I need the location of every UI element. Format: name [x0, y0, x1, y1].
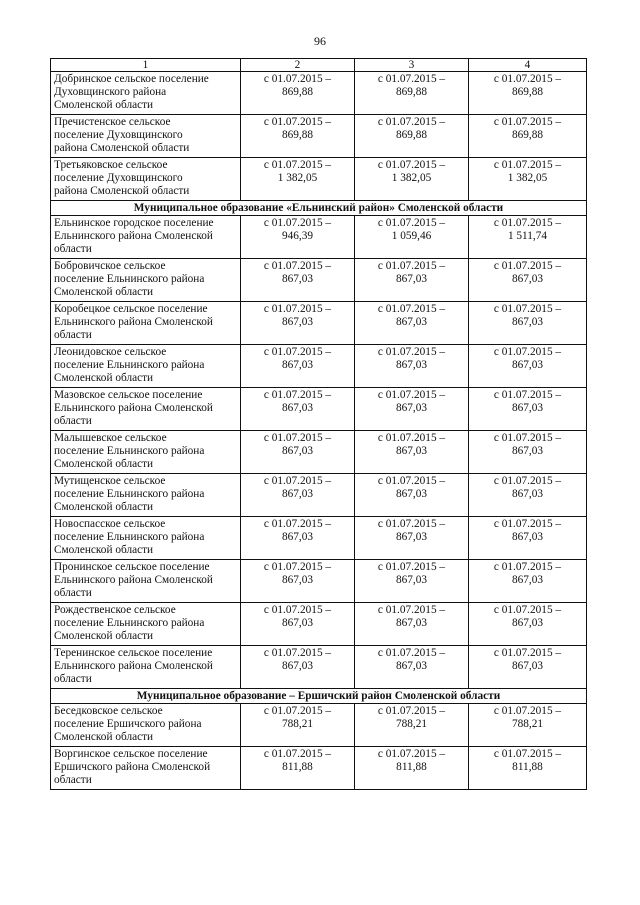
tariff-cell-col4: [469, 259, 587, 302]
cell-line: 811,88: [396, 761, 427, 773]
tariff-cell-col2: [241, 431, 355, 474]
cell-line: Смоленской области: [54, 372, 154, 384]
cell-line: 1 059,46: [391, 230, 432, 242]
cell-line: с 01.07.2015 –: [377, 346, 446, 358]
cell-line: Ельнинского района Смоленской: [54, 316, 213, 328]
cell-line: 1 382,05: [391, 172, 432, 184]
cell-line: с 01.07.2015 –: [377, 647, 446, 659]
cell-line: 867,03: [511, 660, 544, 672]
cell-line: с 01.07.2015 –: [493, 73, 562, 85]
settlement-name-cell: [51, 431, 241, 474]
cell-line: 811,88: [282, 761, 313, 773]
table-row: [51, 603, 587, 646]
cell-line: Пречистенское сельское: [54, 116, 171, 128]
settlement-name-cell: [51, 704, 241, 747]
cell-line: с 01.07.2015 –: [493, 647, 562, 659]
settlement-name-cell: [51, 302, 241, 345]
tariff-cell-col3: [355, 388, 469, 431]
cell-line: с 01.07.2015 –: [377, 604, 446, 616]
cell-line: поселение Ельнинского района: [54, 359, 205, 371]
table-row: [51, 517, 587, 560]
table-row: [51, 646, 587, 689]
cell-line: с 01.07.2015 –: [377, 116, 446, 128]
table-row: [51, 474, 587, 517]
cell-line: с 01.07.2015 –: [493, 159, 562, 171]
cell-line: поселение Ельнинского района: [54, 531, 205, 543]
tariff-cell-col4: [469, 474, 587, 517]
tariff-cell-col2: [241, 72, 355, 115]
cell-line: Третьяковское сельское: [54, 159, 168, 171]
cell-line: 788,21: [511, 718, 544, 730]
tariff-cell-col4: [469, 388, 587, 431]
cell-line: района Смоленской области: [54, 142, 190, 154]
cell-line: Теренинское сельское поселение: [54, 647, 213, 659]
tariff-cell-col2: [241, 646, 355, 689]
table-row: [51, 388, 587, 431]
cell-line: с 01.07.2015 –: [263, 303, 332, 315]
table-row: [51, 115, 587, 158]
cell-line: 867,03: [281, 273, 314, 285]
cell-line: с 01.07.2015 –: [377, 303, 446, 315]
cell-line: Смоленской области: [54, 286, 154, 298]
column-header-2: 2: [241, 59, 355, 72]
cell-line: с 01.07.2015 –: [263, 647, 332, 659]
tariff-cell-col4: [469, 345, 587, 388]
cell-line: Смоленской области: [54, 544, 154, 556]
cell-line: 867,03: [395, 359, 428, 371]
cell-line: с 01.07.2015 –: [263, 217, 332, 229]
cell-line: Бобровичское сельское: [54, 260, 166, 272]
tariff-cell-col2: [241, 704, 355, 747]
cell-line: района Смоленской области: [54, 185, 190, 197]
cell-line: Ельнинского района Смоленской: [54, 402, 213, 414]
cell-line: 869,88: [281, 129, 314, 141]
tariff-cell-col3: [355, 345, 469, 388]
cell-line: с 01.07.2015 –: [377, 705, 446, 717]
cell-line: с 01.07.2015 –: [493, 260, 562, 272]
tariff-cell-col3: [355, 704, 469, 747]
cell-line: 867,03: [511, 574, 544, 586]
cell-line: поселение Ельнинского района: [54, 488, 205, 500]
table-row: [51, 216, 587, 259]
column-header-1: 1: [51, 59, 241, 72]
cell-line: 867,03: [281, 660, 314, 672]
cell-line: 867,03: [511, 359, 544, 371]
cell-line: 867,03: [395, 316, 428, 328]
cell-line: 867,03: [281, 531, 314, 543]
tariff-cell-col2: [241, 259, 355, 302]
tariff-cell-col3: [355, 259, 469, 302]
tariff-table: [50, 58, 587, 790]
cell-line: 867,03: [281, 488, 314, 500]
cell-line: 867,03: [281, 402, 314, 414]
cell-line: 869,88: [395, 129, 428, 141]
cell-line: с 01.07.2015 –: [493, 561, 562, 573]
table-row: [51, 431, 587, 474]
cell-line: Ельнинского района Смоленской: [54, 660, 213, 672]
cell-line: Ельнинское городское поселение: [54, 217, 214, 229]
tariff-cell-col4: [469, 72, 587, 115]
cell-line: Смоленской области: [54, 99, 154, 111]
cell-line: области: [54, 673, 92, 685]
cell-line: 867,03: [511, 531, 544, 543]
cell-line: 867,03: [395, 273, 428, 285]
cell-line: Добринское сельское поселение: [54, 73, 209, 85]
cell-line: с 01.07.2015 –: [493, 748, 562, 760]
settlement-name-cell: [51, 158, 241, 201]
cell-line: с 01.07.2015 –: [493, 604, 562, 616]
tariff-cell-col3: [355, 474, 469, 517]
cell-line: с 01.07.2015 –: [493, 346, 562, 358]
tariff-cell-col3: [355, 646, 469, 689]
tariff-cell-col4: [469, 517, 587, 560]
cell-line: с 01.07.2015 –: [493, 705, 562, 717]
cell-line: с 01.07.2015 –: [377, 159, 446, 171]
table-row: [51, 302, 587, 345]
settlement-name-cell: [51, 216, 241, 259]
table-body: [51, 72, 587, 790]
cell-line: с 01.07.2015 –: [263, 159, 332, 171]
cell-line: области: [54, 329, 92, 341]
tariff-cell-col4: [469, 302, 587, 345]
cell-line: 1 382,05: [277, 172, 318, 184]
settlement-name-cell: [51, 560, 241, 603]
settlement-name-cell: [51, 747, 241, 790]
tariff-cell-col4: [469, 216, 587, 259]
cell-line: Смоленской области: [54, 501, 154, 513]
cell-line: Ершичского района Смоленской: [54, 761, 211, 773]
section-row: [51, 689, 587, 704]
cell-line: Духовщинского района: [54, 86, 167, 98]
cell-line: с 01.07.2015 –: [493, 217, 562, 229]
tariff-cell-col3: [355, 560, 469, 603]
cell-line: области: [54, 587, 92, 599]
cell-line: с 01.07.2015 –: [263, 604, 332, 616]
settlement-name-cell: [51, 517, 241, 560]
tariff-cell-col4: [469, 747, 587, 790]
table-row: [51, 158, 587, 201]
cell-line: 867,03: [395, 402, 428, 414]
cell-line: с 01.07.2015 –: [263, 260, 332, 272]
tariff-cell-col2: [241, 216, 355, 259]
tariff-cell-col2: [241, 603, 355, 646]
tariff-cell-col2: [241, 517, 355, 560]
settlement-name-cell: [51, 603, 241, 646]
tariff-cell-col3: [355, 216, 469, 259]
table-row: [51, 345, 587, 388]
column-header-4: 4: [469, 59, 587, 72]
cell-line: 867,03: [511, 445, 544, 457]
section-heading: Муниципальное образование – Ершичский район Смоленской области: [51, 689, 587, 704]
cell-line: 867,03: [395, 660, 428, 672]
cell-line: 867,03: [281, 617, 314, 629]
cell-line: 1 382,05: [507, 172, 548, 184]
tariff-cell-col2: [241, 747, 355, 790]
cell-line: 788,21: [395, 718, 428, 730]
cell-line: 869,88: [281, 86, 314, 98]
tariff-cell-col4: [469, 158, 587, 201]
section-row: [51, 201, 587, 216]
cell-line: Коробецкое сельское поселение: [54, 303, 208, 315]
settlement-name-cell: [51, 72, 241, 115]
table-row: [51, 747, 587, 790]
cell-line: с 01.07.2015 –: [377, 432, 446, 444]
cell-line: поселение Ершичского района: [54, 718, 202, 730]
cell-line: с 01.07.2015 –: [493, 475, 562, 487]
cell-line: с 01.07.2015 –: [263, 116, 332, 128]
tariff-cell-col2: [241, 474, 355, 517]
section-heading: Муниципальное образование «Ельнинский район» Смоленской области: [51, 201, 587, 216]
settlement-name-cell: [51, 259, 241, 302]
tariff-cell-col2: [241, 345, 355, 388]
cell-line: 867,03: [281, 445, 314, 457]
tariff-cell-col4: [469, 603, 587, 646]
cell-line: 867,03: [511, 273, 544, 285]
cell-line: с 01.07.2015 –: [263, 475, 332, 487]
tariff-cell-col3: [355, 158, 469, 201]
cell-line: с 01.07.2015 –: [377, 389, 446, 401]
cell-line: с 01.07.2015 –: [263, 748, 332, 760]
cell-line: Смоленской области: [54, 731, 154, 743]
cell-line: поселение Ельнинского района: [54, 273, 205, 285]
cell-line: 811,88: [512, 761, 543, 773]
tariff-cell-col2: [241, 302, 355, 345]
cell-line: 867,03: [281, 574, 314, 586]
cell-line: с 01.07.2015 –: [493, 389, 562, 401]
cell-line: 867,03: [511, 402, 544, 414]
cell-line: Мазовское сельское поселение: [54, 389, 203, 401]
table-row: [51, 259, 587, 302]
cell-line: области: [54, 415, 92, 427]
tariff-cell-col3: [355, 517, 469, 560]
settlement-name-cell: [51, 646, 241, 689]
cell-line: Новоспасское сельское: [54, 518, 166, 530]
cell-line: с 01.07.2015 –: [493, 303, 562, 315]
cell-line: 867,03: [511, 617, 544, 629]
cell-line: с 01.07.2015 –: [377, 260, 446, 272]
column-header-3: 3: [355, 59, 469, 72]
cell-line: 869,88: [511, 129, 544, 141]
cell-line: поселение Духовщинского: [54, 129, 183, 141]
cell-line: области: [54, 774, 92, 786]
tariff-cell-col4: [469, 704, 587, 747]
cell-line: области: [54, 243, 92, 255]
cell-line: Смоленской области: [54, 458, 154, 470]
cell-line: Мутищенское сельское: [54, 475, 166, 487]
cell-line: Воргинское сельское поселение: [54, 748, 208, 760]
table-row: [51, 704, 587, 747]
cell-line: 788,21: [281, 718, 314, 730]
cell-line: с 01.07.2015 –: [263, 73, 332, 85]
cell-line: с 01.07.2015 –: [377, 518, 446, 530]
tariff-cell-col3: [355, 747, 469, 790]
tariff-cell-col2: [241, 388, 355, 431]
cell-line: Пронинское сельское поселение: [54, 561, 210, 573]
cell-line: Леонидовское сельское: [54, 346, 167, 358]
cell-line: с 01.07.2015 –: [263, 705, 332, 717]
cell-line: Ельнинского района Смоленской: [54, 230, 213, 242]
cell-line: с 01.07.2015 –: [263, 346, 332, 358]
cell-line: поселение Ельнинского района: [54, 617, 205, 629]
tariff-cell-col2: [241, 115, 355, 158]
settlement-name-cell: [51, 474, 241, 517]
cell-line: с 01.07.2015 –: [377, 73, 446, 85]
cell-line: 869,88: [511, 86, 544, 98]
tariff-cell-col4: [469, 646, 587, 689]
table-header-row: [51, 59, 587, 72]
cell-line: 1 511,74: [507, 230, 548, 242]
cell-line: 867,03: [395, 574, 428, 586]
cell-line: с 01.07.2015 –: [493, 432, 562, 444]
tariff-cell-col3: [355, 431, 469, 474]
cell-line: Смоленской области: [54, 630, 154, 642]
settlement-name-cell: [51, 345, 241, 388]
cell-line: 946,39: [281, 230, 314, 242]
tariff-cell-col3: [355, 115, 469, 158]
tariff-cell-col2: [241, 158, 355, 201]
cell-line: Ельнинского района Смоленской: [54, 574, 213, 586]
cell-line: с 01.07.2015 –: [377, 748, 446, 760]
cell-line: Малышевское сельское: [54, 432, 167, 444]
cell-line: с 01.07.2015 –: [263, 561, 332, 573]
page-number: 96: [314, 34, 326, 48]
tariff-cell-col3: [355, 603, 469, 646]
tariff-cell-col3: [355, 302, 469, 345]
tariff-cell-col2: [241, 560, 355, 603]
cell-line: с 01.07.2015 –: [377, 475, 446, 487]
cell-line: с 01.07.2015 –: [377, 217, 446, 229]
cell-line: с 01.07.2015 –: [263, 518, 332, 530]
cell-line: 869,88: [395, 86, 428, 98]
cell-line: 867,03: [511, 488, 544, 500]
cell-line: с 01.07.2015 –: [493, 518, 562, 530]
cell-line: 867,03: [281, 316, 314, 328]
table-row: [51, 560, 587, 603]
tariff-cell-col4: [469, 115, 587, 158]
cell-line: Рождественское сельское: [54, 604, 176, 616]
cell-line: Беседковское сельское: [54, 705, 163, 717]
cell-line: с 01.07.2015 –: [263, 389, 332, 401]
cell-line: с 01.07.2015 –: [263, 432, 332, 444]
tariff-cell-col4: [469, 431, 587, 474]
tariff-cell-col3: [355, 72, 469, 115]
cell-line: 867,03: [395, 531, 428, 543]
cell-line: с 01.07.2015 –: [377, 561, 446, 573]
cell-line: 867,03: [395, 617, 428, 629]
table-row: [51, 72, 587, 115]
cell-line: с 01.07.2015 –: [493, 116, 562, 128]
cell-line: 867,03: [281, 359, 314, 371]
cell-line: поселение Ельнинского района: [54, 445, 205, 457]
cell-line: 867,03: [511, 316, 544, 328]
cell-line: поселение Духовщинского: [54, 172, 183, 184]
settlement-name-cell: [51, 115, 241, 158]
tariff-cell-col4: [469, 560, 587, 603]
cell-line: 867,03: [395, 445, 428, 457]
settlement-name-cell: [51, 388, 241, 431]
cell-line: 867,03: [395, 488, 428, 500]
